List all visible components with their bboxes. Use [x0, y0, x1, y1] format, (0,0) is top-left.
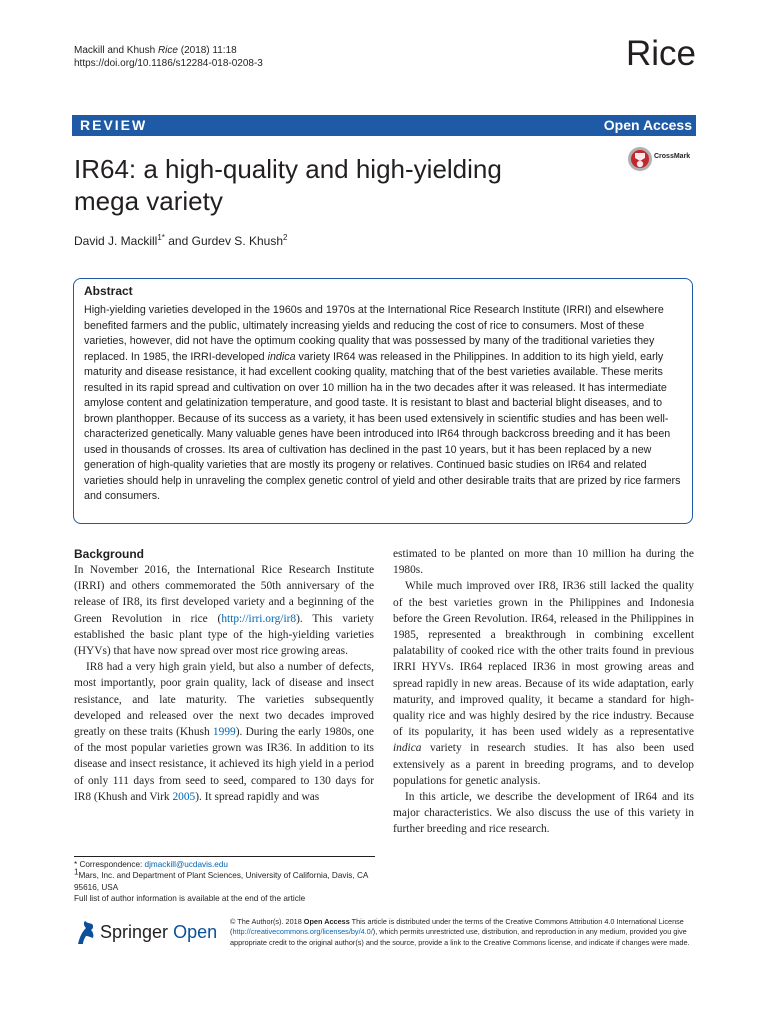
title-line: mega variety	[74, 186, 223, 216]
article-citation	[74, 44, 374, 70]
text-run: This article is distributed under the terms of the Creative Commons Attribution 4.0 International License (	[230, 917, 684, 937]
open-access-note: Open Access	[303, 917, 350, 926]
text-run: © The Author(s). 2018	[230, 917, 304, 926]
citation-authors: Mackill and Khush	[74, 45, 156, 56]
text-run: ). During the early 1980s, one of the most popular varieties grown was IR36. In addition to its disease and insect resistance, it achieved its high yield in a period of only 111 days from seed to seed, compared to 130 days for IR8 (Khush and Virk	[74, 726, 374, 803]
body-paragraph: estimated to be planted on more than 10 million ha during the 1980s.	[393, 548, 694, 577]
footnote-divider	[74, 856, 375, 857]
crossmark-label: CrossMark	[654, 153, 691, 160]
author-name[interactable]: David J. Mackill	[74, 234, 158, 248]
body-paragraph	[74, 659, 374, 805]
crossmark-icon	[627, 146, 653, 172]
abstract-text-run: variety IR64 was released in the Philippines. In addition to its high yield, early maturity and disease resistance, it had excellent cooking quality, matching that of the best varieties available. These merits resulted in its rapid spread and cultivation on over 10 million ha in the two decades after it was released. It has intermediate amylose content and gelatinization temperature, and good taste. It is resistant to blast and bacterial blight diseases, and to brown planthopper. Because of its success as a variety, it has been used extensively in scientific studies and has been well-characterized genetically. Many valuable genes have been introduced into IR64 through backcross breeding and it has been used in thousands of crosses. Its area of cultivation has declined in the past 10 years, but it has been replaced by a new generation of high-quality varieties that are mostly its progeny or relatives. Continued basic studies on IR64 and related varieties should help in unraveling the complex genetic control of yield and other desirable traits that are prized by rice farmers and consumers.	[84, 350, 681, 502]
text-run: ). It spread rapidly and was	[195, 790, 320, 803]
open-access-label: Open Access	[603, 117, 692, 133]
correspondence-line	[74, 859, 376, 870]
author-joiner: and	[164, 234, 192, 248]
text-run: ). This variety established the basic plant type of the high-yielding varieties (HYVs) that have now spread over most rice growing areas.	[74, 612, 374, 658]
affiliation-text: Mars, Inc. and Department of Plant Sciences, University of California, Davis, CA 95616, USA	[74, 871, 368, 892]
open-word: Open	[173, 922, 218, 942]
correspondence-label: * Correspondence:	[74, 860, 145, 869]
springer-word: Springer	[100, 922, 169, 942]
affiliation-mark: 1	[74, 867, 79, 877]
citation-volume: (2018) 11:18	[180, 45, 237, 56]
body-column-left	[74, 562, 374, 805]
body-column-right	[393, 546, 694, 838]
license-link[interactable]: http://creativecommons.org/licenses/by/4.0/	[232, 927, 373, 937]
citation-link[interactable]: 1999	[212, 726, 236, 739]
doi-link[interactable]: https://doi.org/10.1186/s12284-018-0208-3	[74, 58, 263, 69]
abstract-text	[84, 303, 686, 505]
email-link[interactable]: djmackill@ucdavis.edu	[144, 860, 228, 869]
author-affiliation-mark: 1*	[157, 233, 165, 242]
text-run: indica	[393, 742, 422, 755]
section-heading: Background	[74, 547, 145, 561]
text-run: IR8 had a very high grain yield, but also a number of defects, most importantly, poor grain quality, lack of disease and insect resistance, and late maturity. The varieties subsequently developed and released over the next two decades improved greatly on these traits (Khush	[74, 661, 374, 739]
text-run: ), which permits unrestricted use, distribution, and reproduction in any medium, provided you give appropriate credit to the original author(s) and the source, provide a link to the Creative Commons license, and indicate if changes were made.	[230, 927, 690, 947]
body-paragraph	[74, 562, 374, 659]
article-type-label: REVIEW	[80, 117, 148, 133]
footnotes	[74, 859, 376, 904]
author-list	[74, 233, 287, 249]
abstract-text-run: High-yielding varieties developed in the 1960s and 1970s at the International Rice Research Institute (IRRI) and elsewhere benefited farmers and the public, ultimately increasing yields and reducing the cost of rice to consumers. Most of these varieties, however, did not have the optimum cooking quality that was possessed by many of the traditional varieties they replaced. In 1985, the IRRI-developed	[84, 304, 664, 363]
title-line: IR64: a high-quality and high-yielding	[74, 154, 502, 184]
article-type-banner	[72, 115, 696, 136]
body-paragraph: In this article, we describe the development of IR64 and its major characteristics. We also discuss the use of this variety in further breeding and rice research.	[393, 791, 694, 836]
license-statement	[230, 917, 696, 948]
springer-open-wordmark	[100, 921, 217, 943]
text-run: In November 2016, the International Rice Research Institute (IRRI) and others commemorated the 50th anniversary of the release of IR8, its first developed variety and a beginning of the Green Revolution in rice (	[74, 564, 374, 625]
citation-journal: Rice	[157, 45, 178, 56]
springer-horse-icon	[74, 918, 98, 946]
article-title	[74, 153, 594, 217]
author-name[interactable]: Gurdev S. Khush	[191, 234, 284, 248]
irri-link[interactable]: http://irri.org/ir8	[221, 612, 297, 625]
abstract-heading: Abstract	[84, 284, 133, 298]
text-run: While much improved over IR8, IR36 still lacked the quality of the best varieties grown in the Philippines and Indonesia before the Green Revolution. IR64, released in the Philippines in 1985, represented a breakthrough in combining excellent palatability of cooked rice with the other traits found in previous IRRI HYVs. IR64 replaced IR36 in most growing areas and spread rapidly in new areas. Because of its wide adaptation, early maturity, and improved quality, it became a standard for high-quality rice and was highly desired by the rice industry. Because of its popularity, it has been used widely as a representative	[393, 580, 694, 739]
journal-name: Rice	[625, 34, 696, 73]
abstract-text-run: indica	[267, 350, 296, 363]
affiliation-line	[74, 867, 376, 893]
body-paragraph	[393, 578, 694, 789]
author-affiliation-mark: 2	[283, 233, 288, 242]
citation-link[interactable]: 2005	[172, 790, 196, 803]
text-run: variety in research studies. It has also been used extensively as a parent in breeding programs, and to develop populations for genetic analysis.	[393, 742, 694, 787]
full-author-info: Full list of author information is available at the end of the article	[74, 893, 306, 903]
